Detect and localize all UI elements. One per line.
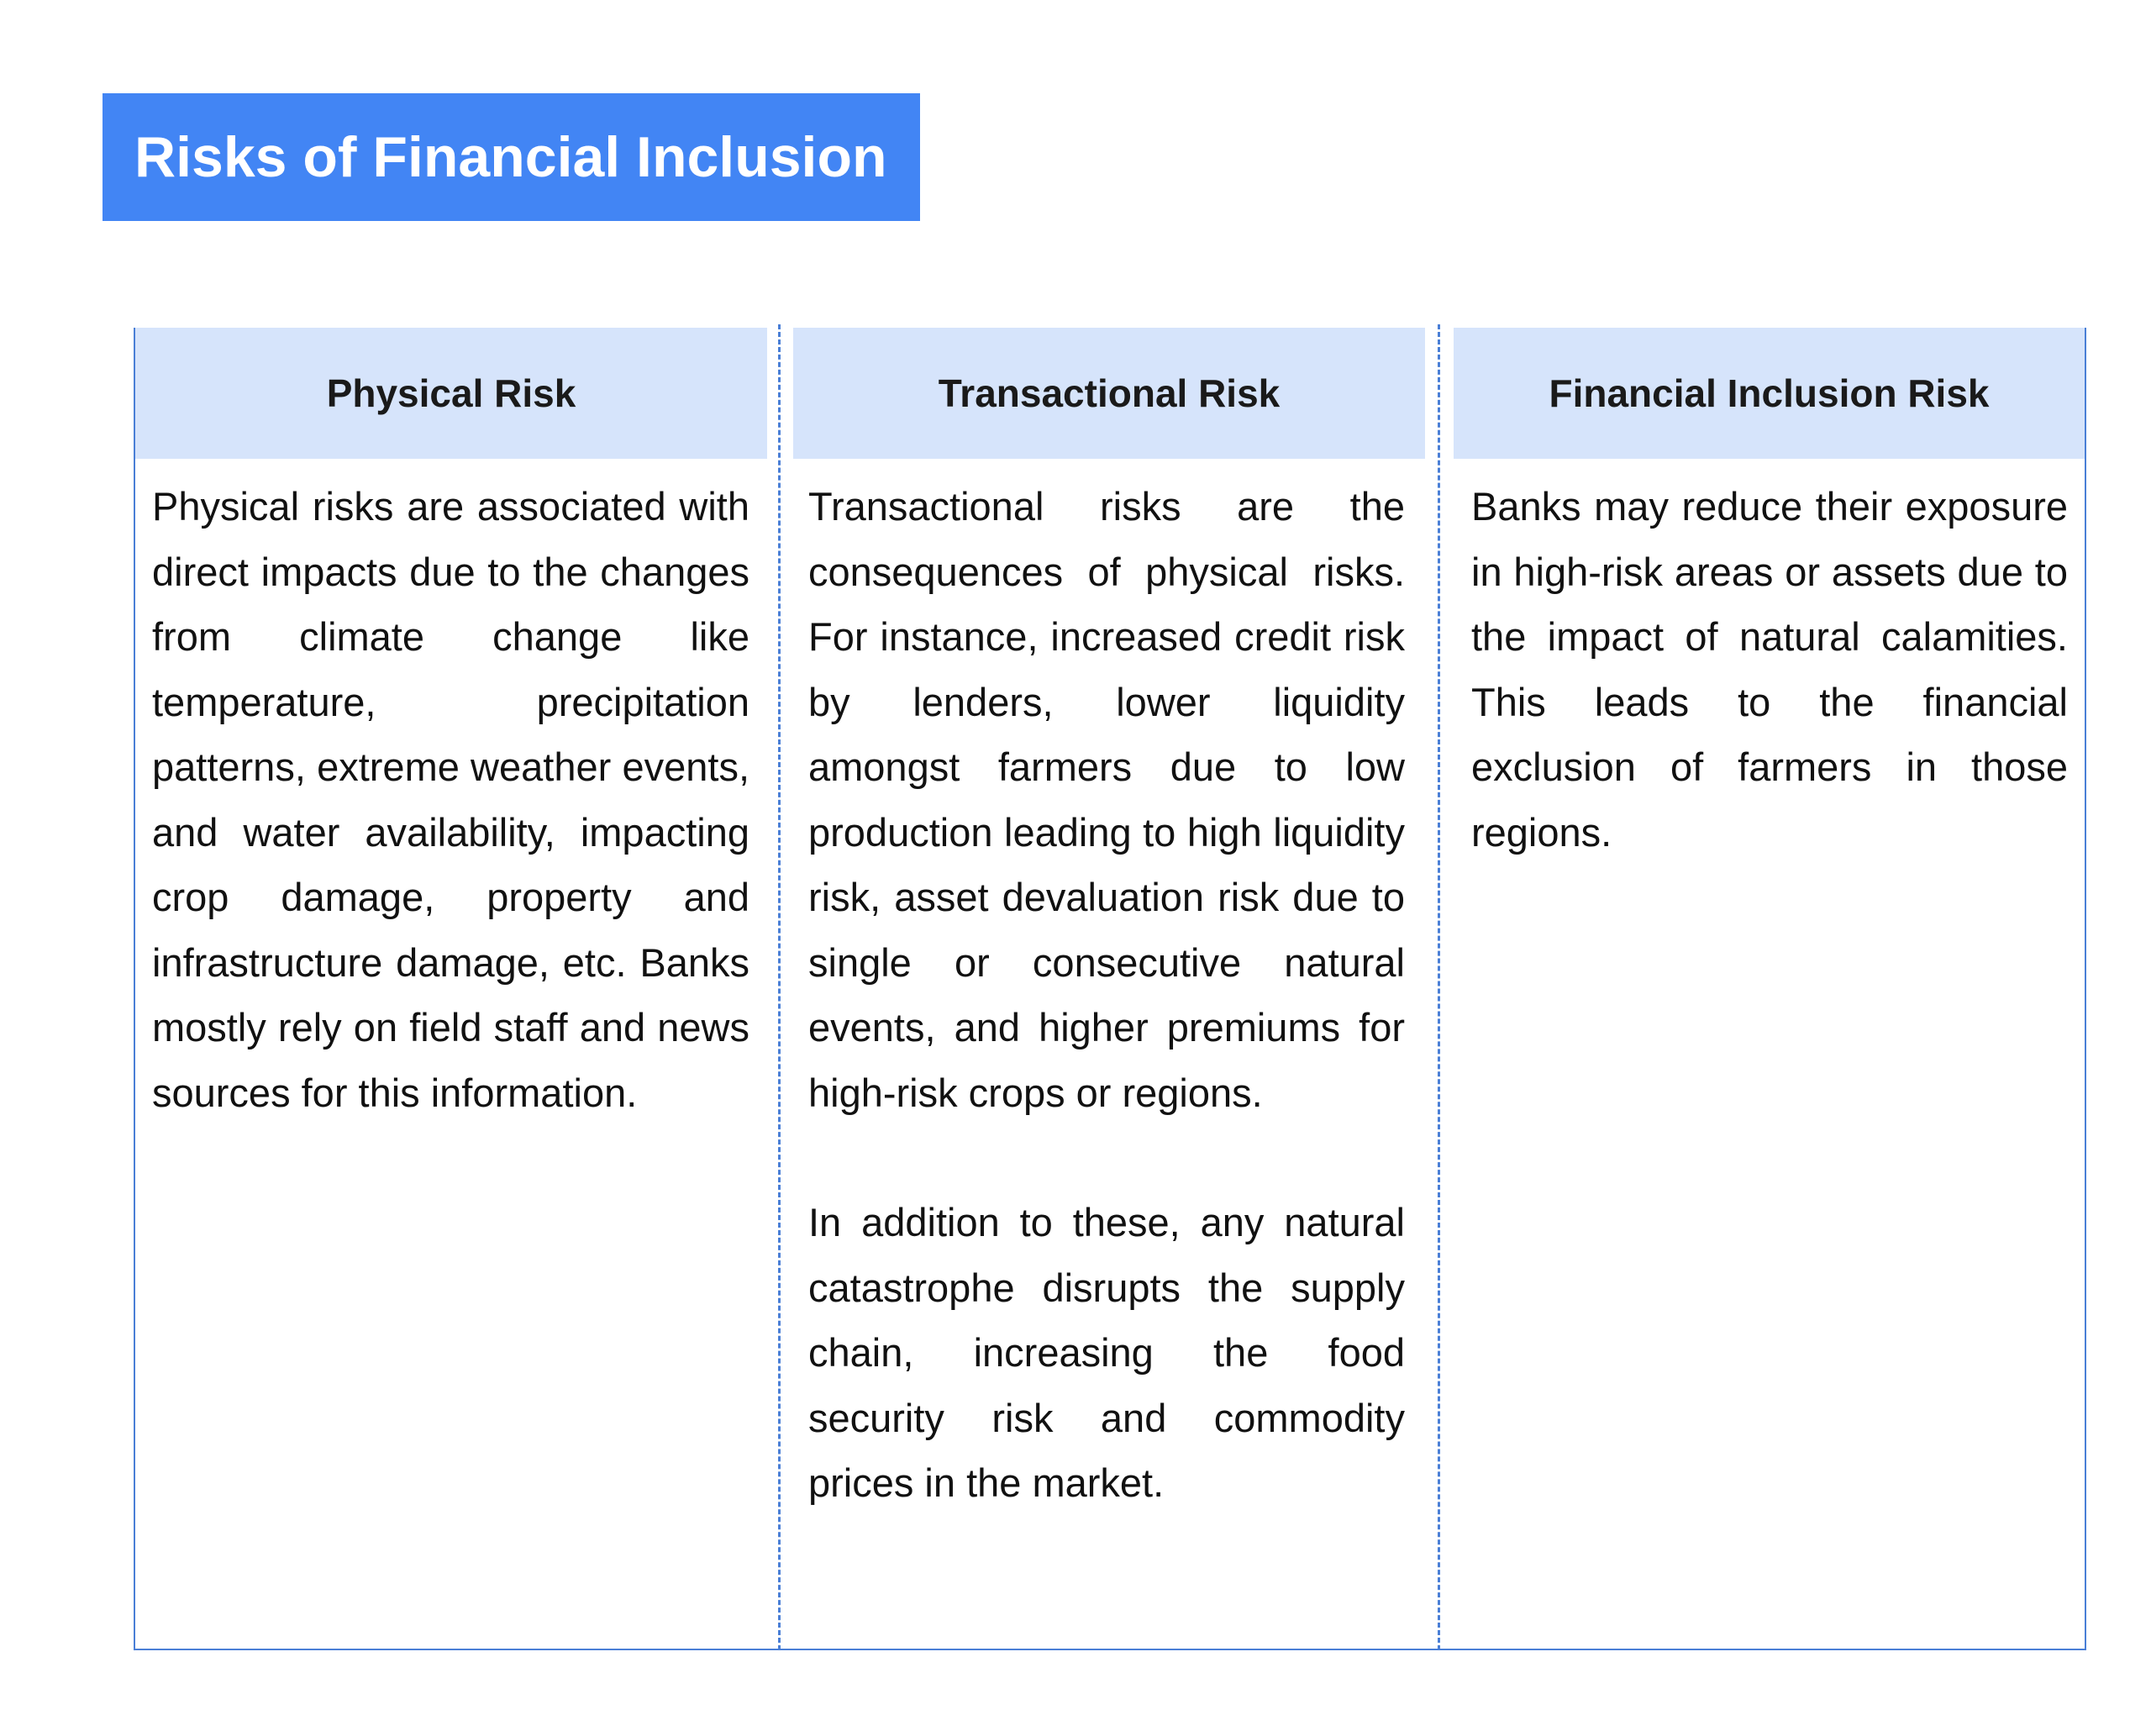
body-paragraph: Transactional risks are the consequences of physical risks. For instance, increased credit risk by lenders, lower liquidity amongst farmers due to low production leading to high liquidity risk, asset devaluation risk due to single or consecutive natural events, and higher premiums for high-risk crops or regions. [808, 484, 1405, 1115]
body-paragraph: In addition to these, any natural catastrophe disrupts the supply chain, increasing the food security risk and commodity prices in the market. [808, 1200, 1405, 1505]
column-body-financial-inclusion-risk [1471, 474, 2068, 865]
column-header-transactional-risk: Transactional Risk [793, 328, 1425, 459]
column-body-transactional-risk [808, 474, 1405, 1516]
body-paragraph: Banks may reduce their exposure in high-risk areas or assets due to the impact of natural calamities. This leads to the financial exclusion of farmers in those regions. [1471, 484, 2068, 855]
page-title: Risks of Financial Inclusion [134, 125, 887, 189]
body-paragraph: Physical risks are associated with direct impacts due to the changes from climate change like temperature, precipitation patterns, extreme weather events, and water availability, impacting crop damage, property and infrastructure damage, etc. Banks mostly rely on field staff and news sources for this information. [152, 484, 749, 1115]
column-divider [1438, 324, 1440, 1650]
column-divider [778, 324, 781, 1650]
title-banner [103, 93, 920, 221]
column-header-physical-risk: Physical Risk [135, 328, 767, 459]
column-header-financial-inclusion-risk: Financial Inclusion Risk [1454, 328, 2085, 459]
column-body-physical-risk [152, 474, 749, 1125]
